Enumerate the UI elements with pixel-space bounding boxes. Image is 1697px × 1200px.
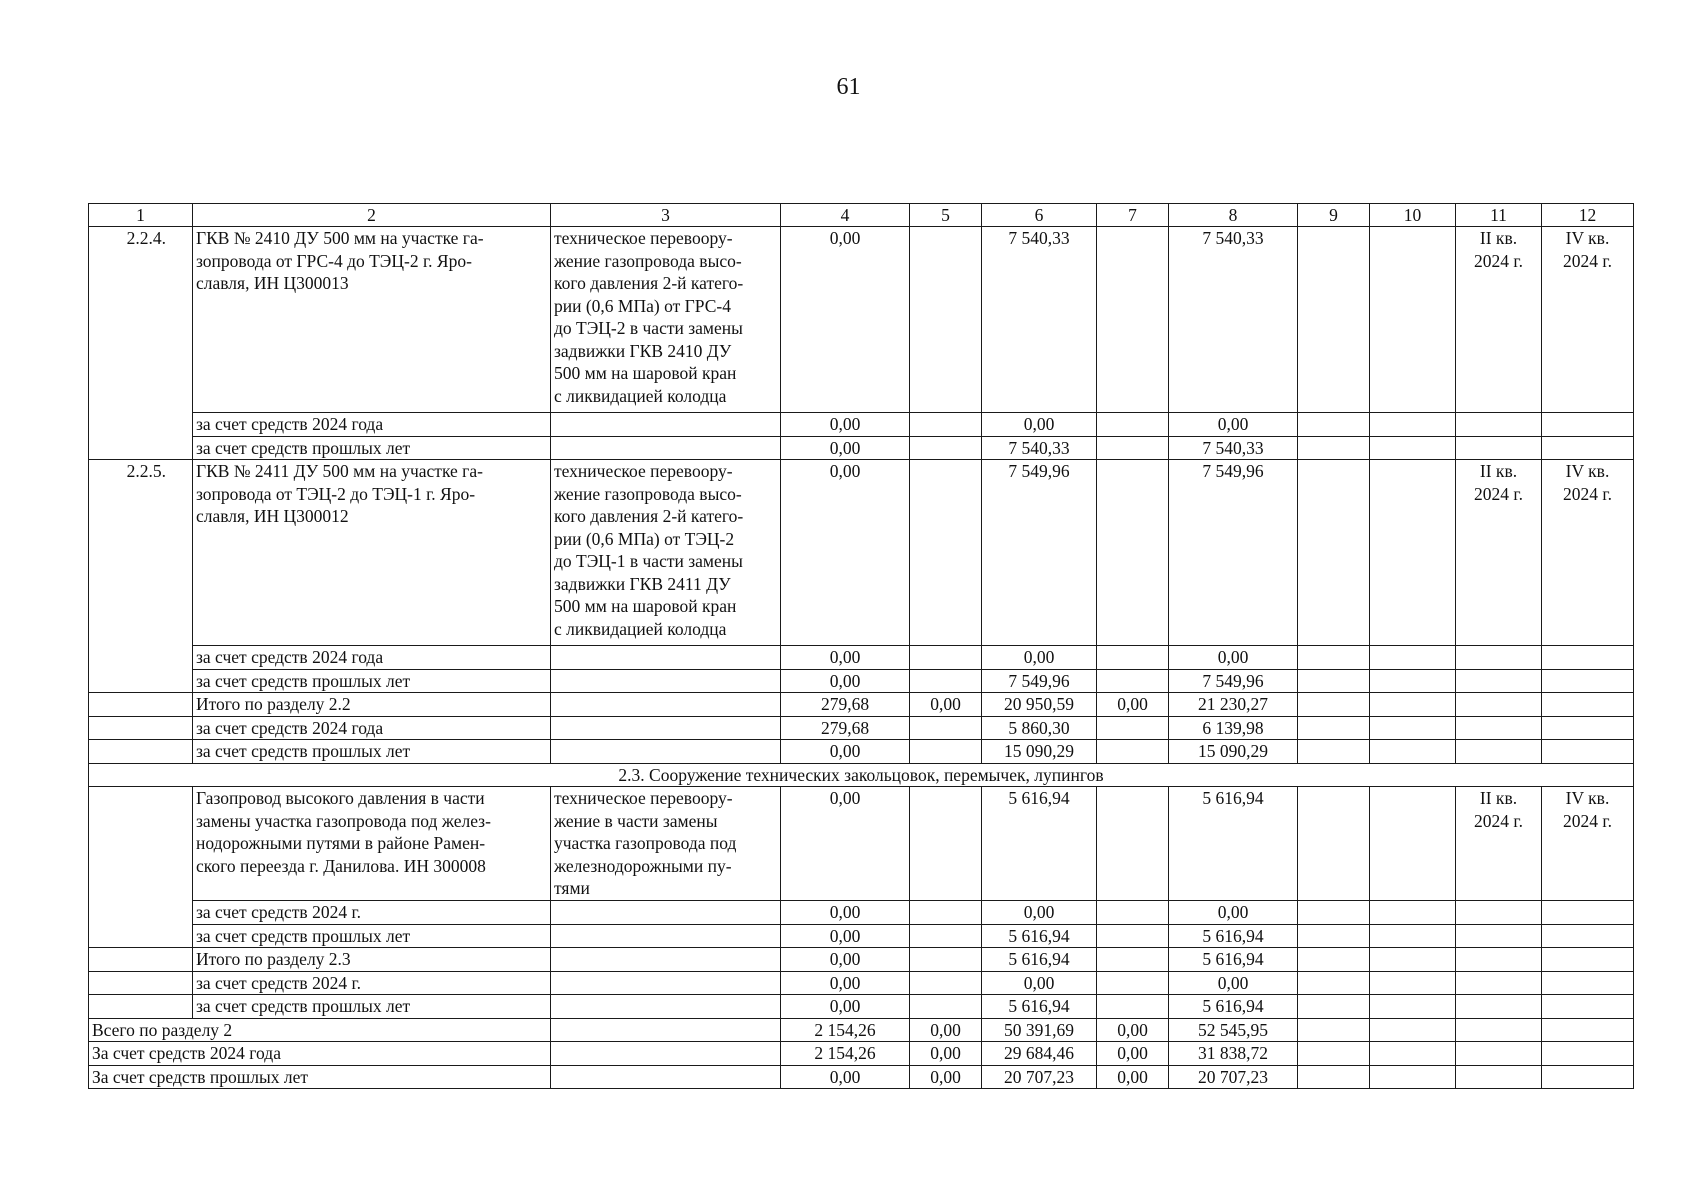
item-id: 2.2.4. [89, 227, 193, 460]
row-label: Итого по разделу 2.3 [193, 948, 551, 972]
row-label: за счет средств прошлых лет [193, 436, 551, 460]
cell-c4: 0,00 [781, 901, 910, 925]
col-header: 2 [193, 204, 551, 227]
table-row [89, 646, 1634, 670]
cell-c8: 5 616,94 [1169, 948, 1298, 972]
cell-c5 [910, 460, 982, 646]
cell-c4: 279,68 [781, 693, 910, 717]
col-header: 3 [551, 204, 781, 227]
cell-c4: 0,00 [781, 740, 910, 764]
row-label: за счет средств прошлых лет [193, 924, 551, 948]
cell-c8: 0,00 [1169, 413, 1298, 437]
cell-c6: 7 540,33 [982, 227, 1097, 413]
row-label: за счет средств 2024 г. [193, 971, 551, 995]
cell-c4: 0,00 [781, 669, 910, 693]
table-row [89, 924, 1634, 948]
cell-c5: 0,00 [910, 693, 982, 717]
cell-c4: 0,00 [781, 413, 910, 437]
cell-c6: 5 616,94 [982, 924, 1097, 948]
cell-start-quarter: II кв. 2024 г. [1456, 460, 1542, 646]
grand-total-row [89, 1018, 1634, 1042]
cell-c6: 0,00 [982, 971, 1097, 995]
item-id: 2.2.5. [89, 460, 193, 693]
cell-c8: 20 707,23 [1169, 1065, 1298, 1089]
cell-c6: 5 616,94 [982, 787, 1097, 901]
cell-c8: 5 616,94 [1169, 787, 1298, 901]
cell-c4: 2 154,26 [781, 1018, 910, 1042]
cell-c8: 7 549,96 [1169, 669, 1298, 693]
cell-c4: 0,00 [781, 1065, 910, 1089]
cell-c6: 15 090,29 [982, 740, 1097, 764]
cell-c7 [1097, 227, 1169, 413]
col-header: 6 [982, 204, 1097, 227]
cell-start-quarter: II кв. 2024 г. [1456, 787, 1542, 901]
cell-c4: 2 154,26 [781, 1042, 910, 1066]
cell-c4: 279,68 [781, 716, 910, 740]
cell-c6: 20 950,59 [982, 693, 1097, 717]
table-row [89, 413, 1634, 437]
row-label: За счет средств 2024 года [89, 1042, 551, 1066]
grand-total-row [89, 1042, 1634, 1066]
table-row [89, 460, 1634, 646]
cell-c6: 0,00 [982, 901, 1097, 925]
subtotal-row [89, 693, 1634, 717]
cell-c6: 29 684,46 [982, 1042, 1097, 1066]
item-name: ГКВ № 2410 ДУ 500 мм на участке га- зопровода от ГРС-4 до ТЭЦ-2 г. Яро- славля, ИН Ц300013 [193, 227, 551, 413]
row-label: Итого по разделу 2.2 [193, 693, 551, 717]
row-label: за счет средств прошлых лет [193, 740, 551, 764]
cell-c6: 7 540,33 [982, 436, 1097, 460]
cell-c8: 52 545,95 [1169, 1018, 1298, 1042]
table-row [89, 227, 1634, 413]
cell-c4: 0,00 [781, 436, 910, 460]
cell-c10 [1370, 460, 1456, 646]
item-name: ГКВ № 2411 ДУ 500 мм на участке га- зопровода от ТЭЦ-2 до ТЭЦ-1 г. Яро- славля, ИН Ц300012 [193, 460, 551, 646]
table-row [89, 669, 1634, 693]
cell-c8: 0,00 [1169, 901, 1298, 925]
item-id [89, 787, 193, 948]
item-description: техническое перевоору- жение в части замены участка газопровода под железнодорожными пу- тями [551, 787, 781, 901]
col-header: 5 [910, 204, 982, 227]
table-row [89, 787, 1634, 901]
cell-c8: 5 616,94 [1169, 924, 1298, 948]
cell-c6: 0,00 [982, 646, 1097, 670]
col-header: 9 [1298, 204, 1370, 227]
subtotal-row [89, 716, 1634, 740]
cell-c5: 0,00 [910, 1042, 982, 1066]
row-label: за счет средств 2024 года [193, 413, 551, 437]
cell-c8: 7 540,33 [1169, 436, 1298, 460]
cell-c10 [1370, 227, 1456, 413]
item-name: Газопровод высокого давления в части замены участка газопровода под желез- нодорожными путями в районе Рамен- ского переезда г. Данилова. ИН 300008 [193, 787, 551, 901]
section-title: 2.3. Сооружение технических закольцовок, перемычек, лупингов [89, 763, 1634, 787]
cell-c7: 0,00 [1097, 1065, 1169, 1089]
col-header: 1 [89, 204, 193, 227]
cell-end-quarter: IV кв. 2024 г. [1542, 227, 1634, 413]
cell-c4: 0,00 [781, 995, 910, 1019]
cell-c9 [1298, 227, 1370, 413]
column-number-header [89, 204, 1634, 227]
cell-c7: 0,00 [1097, 1018, 1169, 1042]
cell-c5: 0,00 [910, 1018, 982, 1042]
grand-total-row [89, 1065, 1634, 1089]
subtotal-row [89, 995, 1634, 1019]
cell-c4: 0,00 [781, 948, 910, 972]
section-title-row [89, 763, 1634, 787]
row-label: За счет средств прошлых лет [89, 1065, 551, 1089]
cell-start-quarter: II кв. 2024 г. [1456, 227, 1542, 413]
item-description: техническое перевоору- жение газопровода высо- кого давления 2-й катего- рии (0,6 МПа) от ТЭЦ-2 до ТЭЦ-1 в части замены задвижки ГКВ 2411 ДУ 500 мм на шаровой кран с ликвидацией колодца [551, 460, 781, 646]
investment-program-table [88, 203, 1634, 1089]
cell-end-quarter: IV кв. 2024 г. [1542, 787, 1634, 901]
item-description: техническое перевоору- жение газопровода высо- кого давления 2-й катего- рии (0,6 МПа) от ГРС-4 до ТЭЦ-2 в части замены задвижки ГКВ 2410 ДУ 500 мм на шаровой кран с ликвидацией колодца [551, 227, 781, 413]
cell-c6: 50 391,69 [982, 1018, 1097, 1042]
cell-c7: 0,00 [1097, 1042, 1169, 1066]
cell-c7: 0,00 [1097, 693, 1169, 717]
cell-c5: 0,00 [910, 1065, 982, 1089]
cell-c6: 5 616,94 [982, 948, 1097, 972]
cell-c8: 15 090,29 [1169, 740, 1298, 764]
cell-c8: 7 540,33 [1169, 227, 1298, 413]
col-header: 11 [1456, 204, 1542, 227]
row-label: за счет средств прошлых лет [193, 669, 551, 693]
table-row [89, 436, 1634, 460]
cell-c6: 20 707,23 [982, 1065, 1097, 1089]
cell-c8: 5 616,94 [1169, 995, 1298, 1019]
col-header: 7 [1097, 204, 1169, 227]
cell-c8: 0,00 [1169, 646, 1298, 670]
row-label: за счет средств 2024 г. [193, 901, 551, 925]
row-label: за счет средств 2024 года [193, 646, 551, 670]
col-header: 8 [1169, 204, 1298, 227]
cell-c8: 0,00 [1169, 971, 1298, 995]
cell-c6: 5 860,30 [982, 716, 1097, 740]
col-header: 12 [1542, 204, 1634, 227]
col-header: 4 [781, 204, 910, 227]
cell-c6: 5 616,94 [982, 995, 1097, 1019]
cell-c4: 0,00 [781, 227, 910, 413]
cell-c4: 0,00 [781, 646, 910, 670]
cell-c5 [910, 227, 982, 413]
col-header: 10 [1370, 204, 1456, 227]
cell-c8: 21 230,27 [1169, 693, 1298, 717]
cell-c6: 0,00 [982, 413, 1097, 437]
cell-c4: 0,00 [781, 460, 910, 646]
cell-c6: 7 549,96 [982, 460, 1097, 646]
table-row [89, 901, 1634, 925]
cell-c7 [1097, 460, 1169, 646]
subtotal-row [89, 740, 1634, 764]
page-number: 61 [836, 74, 861, 100]
cell-end-quarter: IV кв. 2024 г. [1542, 460, 1634, 646]
cell-c4: 0,00 [781, 971, 910, 995]
cell-c4: 0,00 [781, 787, 910, 901]
cell-c4: 0,00 [781, 924, 910, 948]
subtotal-row [89, 971, 1634, 995]
row-label: за счет средств 2024 года [193, 716, 551, 740]
cell-c8: 31 838,72 [1169, 1042, 1298, 1066]
cell-c8: 7 549,96 [1169, 460, 1298, 646]
row-label: Всего по разделу 2 [89, 1018, 551, 1042]
row-label: за счет средств прошлых лет [193, 995, 551, 1019]
subtotal-row [89, 948, 1634, 972]
cell-c8: 6 139,98 [1169, 716, 1298, 740]
cell-c6: 7 549,96 [982, 669, 1097, 693]
cell-c9 [1298, 460, 1370, 646]
